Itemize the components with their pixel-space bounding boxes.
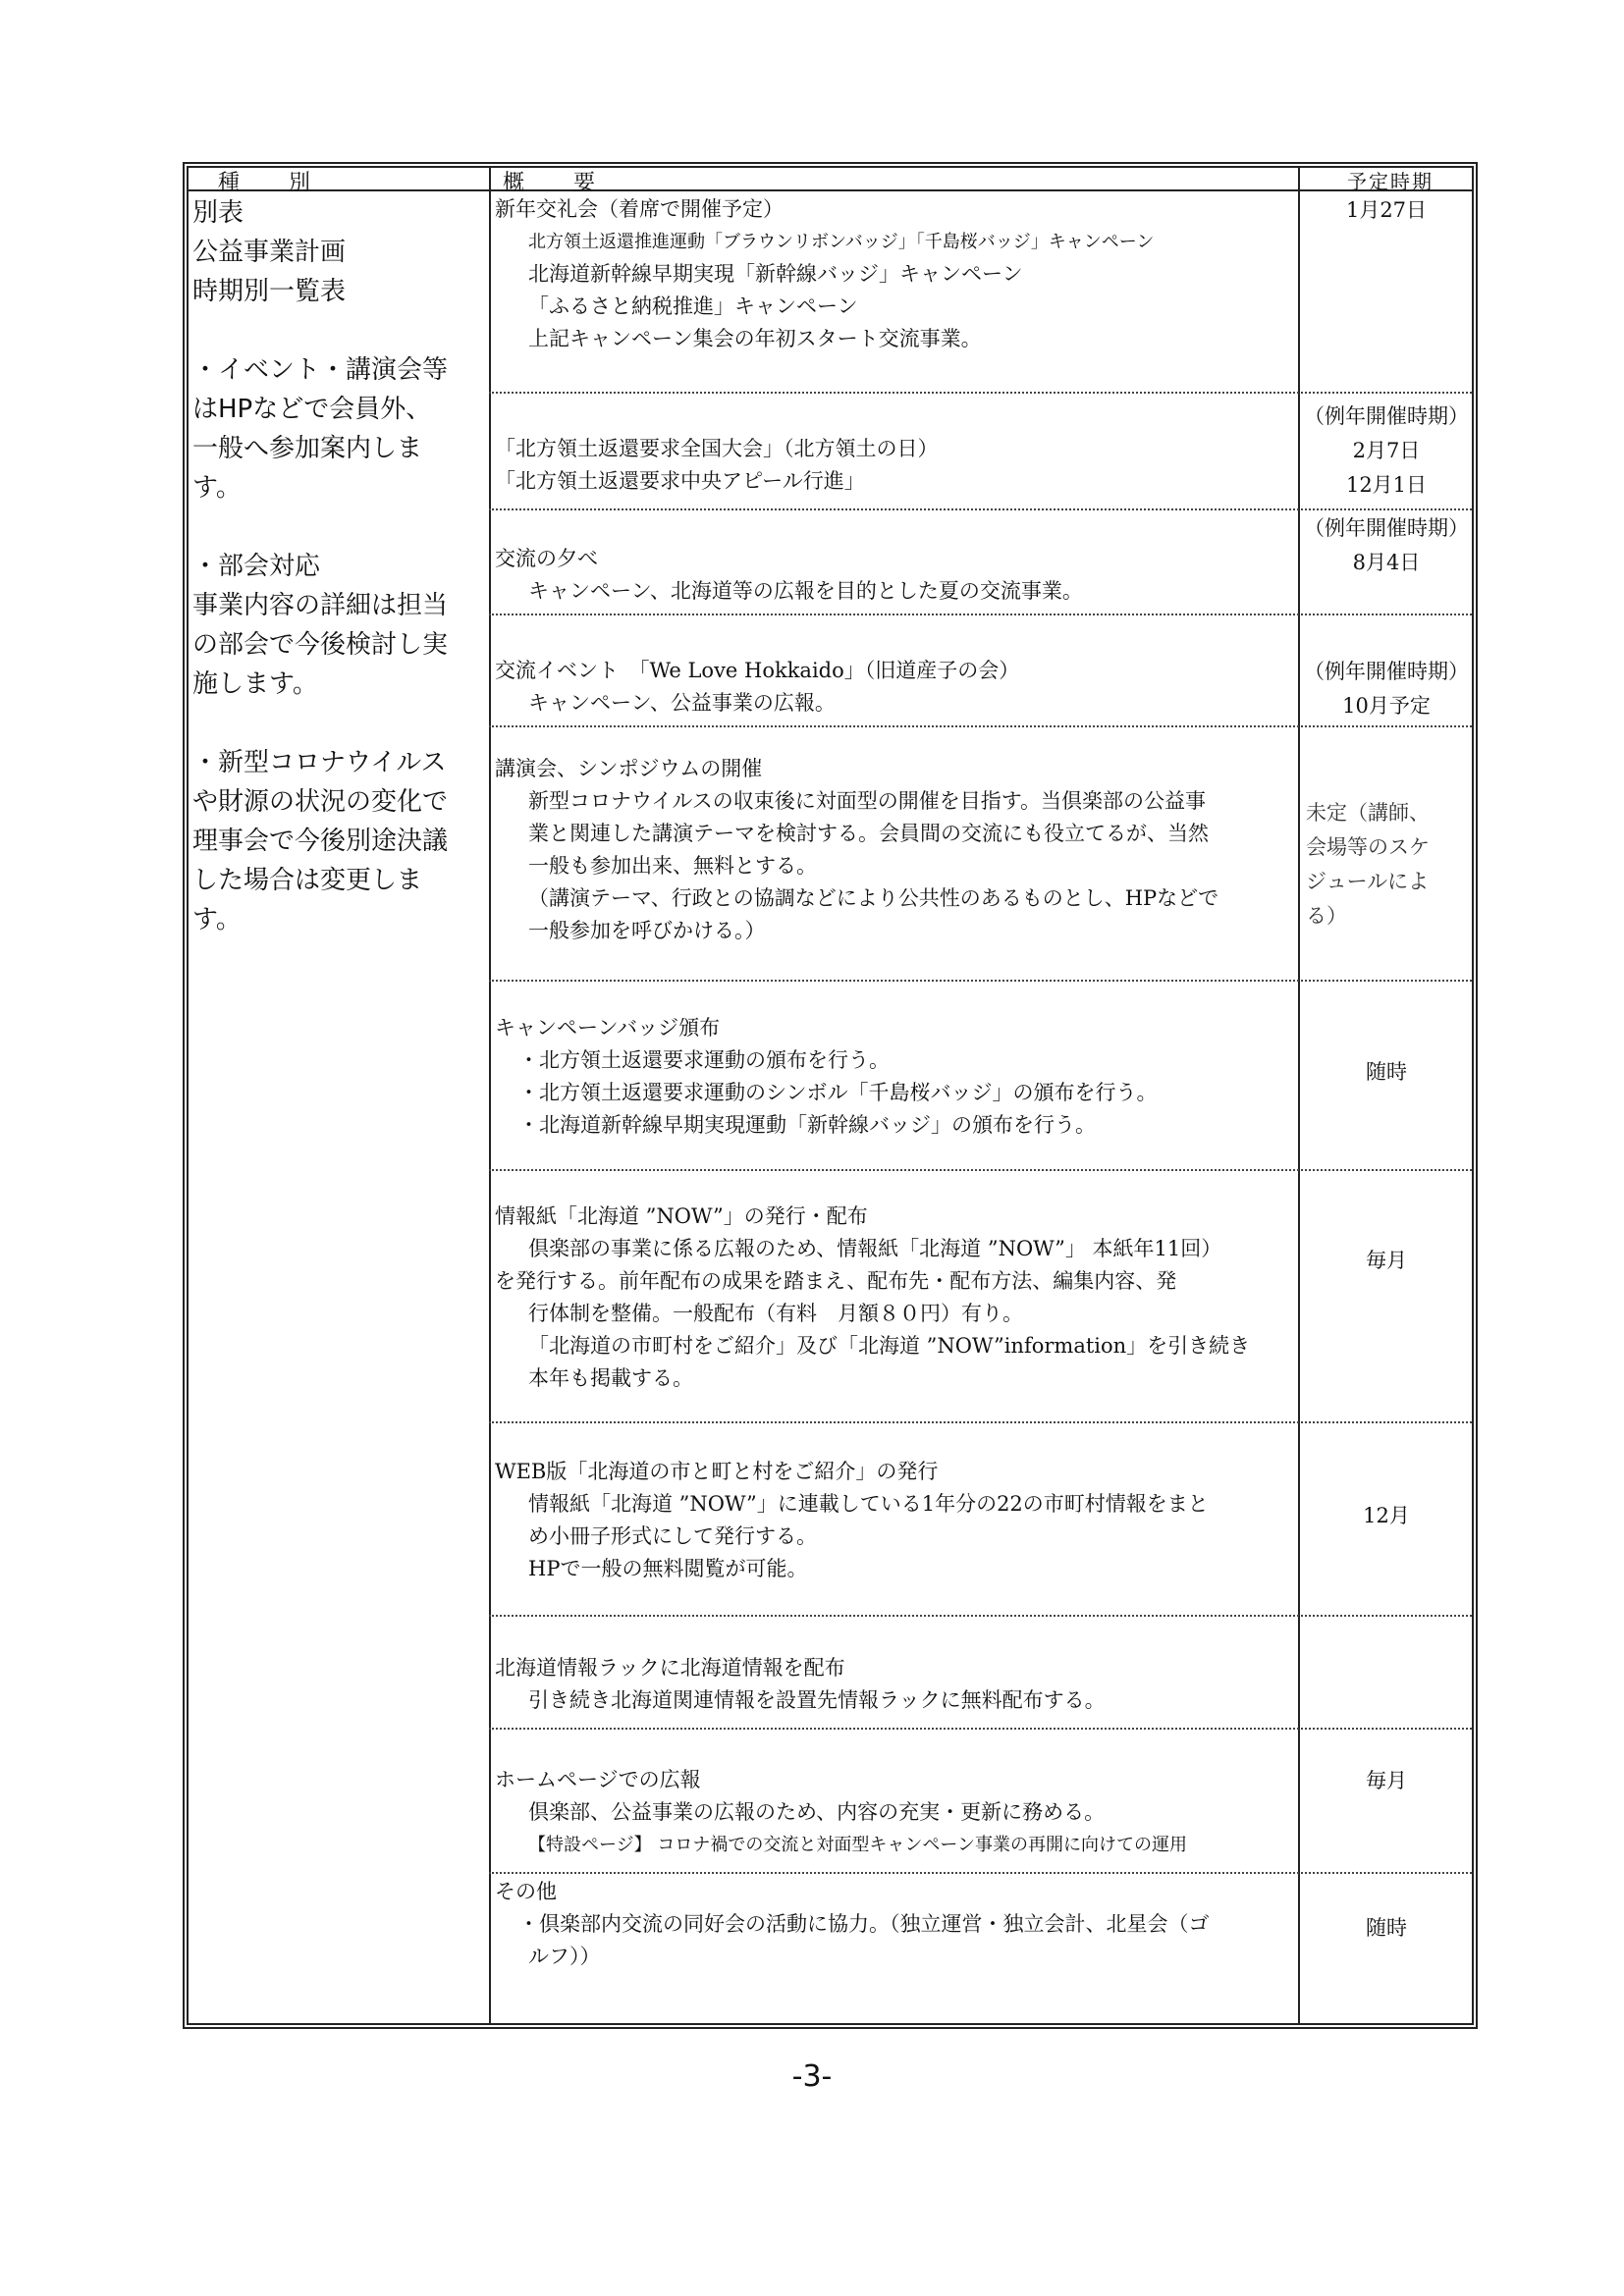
left-note2-4: 施します。 <box>192 669 318 699</box>
row-title: その他 <box>495 1880 557 1903</box>
row-line: ・北方領土返還要求運動の頒布を行う。 <box>518 1048 890 1072</box>
row-lecture <box>495 753 1290 947</box>
left-note1-2: はHPなどで会員外、 <box>192 395 432 424</box>
row-web-edition <box>495 1456 1290 1585</box>
schedule-text: 1月27日 <box>1345 198 1428 222</box>
row-line: 「ふるさと納税推進」キャンペーン <box>528 294 858 318</box>
row-title: ホームページでの広報 <box>495 1768 701 1791</box>
row-newsletter <box>495 1201 1290 1395</box>
row-badge-distribution <box>495 1012 1290 1142</box>
schedule-text: 未定（講師、 <box>1306 801 1430 825</box>
schedule-text: 8月4日 <box>1352 551 1421 574</box>
row-line: 北海道新幹線早期実現「新幹線バッジ」キャンペーン <box>528 262 1023 286</box>
left-note3-1: ・新型コロナウイルス <box>192 748 447 777</box>
row-divider <box>489 1615 1472 1617</box>
row-line: HPで一般の無料閲覧が可能。 <box>528 1557 808 1580</box>
row-line: 新型コロナウイルスの収束後に対面型の開催を目指す。当倶楽部の公益事 <box>528 789 1207 813</box>
row-divider <box>489 725 1472 727</box>
page-number: -3- <box>791 2059 833 2094</box>
schedule-text: 毎月 <box>1366 1769 1407 1792</box>
row-title: 交流イベント 「We Love Hokkaido」（旧道産子の会） <box>495 659 1020 682</box>
row-other <box>495 1876 1290 1973</box>
schedule-text: 随時 <box>1366 1916 1407 1940</box>
row-divider <box>489 1421 1472 1423</box>
col-divider-2 <box>1298 168 1300 2023</box>
plan-table <box>183 162 1478 2029</box>
left-title-3: 時期別一覧表 <box>192 277 347 306</box>
left-note2-2: 事業内容の詳細は担当 <box>192 591 449 620</box>
left-note3-5: す。 <box>192 905 242 934</box>
header-schedule: 予定時期 <box>1347 170 1434 193</box>
row-line: 一般も参加出来、無料とする。 <box>528 854 817 878</box>
left-note3-3: 理事会で今後別途決議 <box>192 827 449 856</box>
row-line: 上記キャンペーン集会の年初スタート交流事業。 <box>528 327 982 350</box>
header-type: 種 別 <box>218 171 313 195</box>
row-line: 業と関連した講演テーマを検討する。会員間の交流にも役立てるが、当然 <box>528 822 1209 845</box>
row-line: ルフ）） <box>528 1945 601 1968</box>
left-column <box>192 193 487 939</box>
row-title: キャンペーンバッジ頒布 <box>495 1016 721 1040</box>
row-schedule <box>1302 1244 1471 1278</box>
schedule-text: る） <box>1306 904 1347 928</box>
row-title: 交流の夕べ <box>495 547 598 570</box>
row-homepage <box>495 1764 1290 1861</box>
schedule-text: 12月 <box>1363 1504 1410 1527</box>
row-title: 情報紙「北海道 ”NOW”」の発行・配布 <box>495 1204 868 1228</box>
row-line: キャンペーン、公益事業の広報。 <box>528 691 836 715</box>
row-line: 倶楽部、公益事業の広報のため、内容の充実・更新に務める。 <box>528 1800 1106 1824</box>
schedule-text: （例年開催時期） <box>1304 404 1469 428</box>
row-schedule <box>1302 511 1471 580</box>
schedule-text: （例年開催時期） <box>1304 516 1469 540</box>
row-exchange-evening <box>495 543 1290 608</box>
row-line: 倶楽部の事業に係る広報のため、情報紙「北海道 ”NOW”」 本紙年11回） <box>528 1237 1222 1260</box>
row-line: 情報紙「北海道 ”NOW”」に連載している1年分の22の市町村情報をまと <box>528 1492 1209 1516</box>
row-line: 「北海道の市町村をご紹介」及び「北海道 ”NOW”information」を引き続き <box>528 1334 1251 1358</box>
schedule-text: 毎月 <box>1366 1249 1407 1272</box>
row-schedule <box>1302 655 1471 723</box>
left-note3-2: や財源の状況の変化で <box>192 787 449 817</box>
row-line: を発行する。前年配布の成果を踏まえ、配布先・配布方法、編集内容、発 <box>495 1269 1177 1293</box>
row-divider <box>489 392 1472 394</box>
row-line: 行体制を整備。一般配布（有料 月額８０円）有り。 <box>528 1302 1023 1325</box>
left-note3-4: した場合は変更しま <box>192 866 423 895</box>
row-line: 引き続き北海道関連情報を設置先情報ラックに無料配布する。 <box>528 1688 1106 1712</box>
schedule-text: （例年開催時期） <box>1304 660 1469 683</box>
header-summary: 概 要 <box>503 171 598 195</box>
row-schedule <box>1302 1911 1471 1946</box>
row-title: WEB版「北海道の市と町と村をご紹介」の発行 <box>495 1460 939 1483</box>
left-title-2: 公益事業計画 <box>192 238 347 267</box>
row-line: 一般参加を呼びかける。） <box>528 919 766 942</box>
row-line: キャンペーン、北海道等の広報を目的とした夏の交流事業。 <box>528 579 1083 603</box>
row-title: 新年交礼会（着席で開催予定） <box>495 197 784 221</box>
row-exchange-event <box>495 655 1290 720</box>
row-line: （講演テーマ、行政との協調などにより公共性のあるものとし、HPなどで <box>528 886 1219 910</box>
row-line: ・北方領土返還要求運動のシンボル「千島桜バッジ」の頒布を行う。 <box>518 1081 1158 1104</box>
row-title: 講演会、シンポジウムの開催 <box>495 757 763 780</box>
col-divider-1 <box>489 168 491 2023</box>
row-divider <box>489 1169 1472 1171</box>
schedule-text: 10月予定 <box>1342 694 1431 718</box>
row-title: 北海道情報ラックに北海道情報を配布 <box>495 1656 845 1680</box>
row-line: ・北海道新幹線早期実現運動「新幹線バッジ」の頒布を行う。 <box>518 1113 1096 1137</box>
table-header <box>189 168 1472 195</box>
row-schedule <box>1302 400 1471 503</box>
row-line: 【特設ページ】 コロナ禍での交流と対面型キャンペーン事業の再開に向けての運用 <box>528 1835 1187 1855</box>
row-schedule <box>1302 1764 1471 1798</box>
row-schedule <box>1302 1055 1471 1090</box>
row-line: め小冊子形式にして発行する。 <box>528 1524 817 1548</box>
left-note2-3: の部会で今後検討し実 <box>192 630 449 660</box>
row-line: 本年も掲載する。 <box>528 1366 693 1390</box>
row-divider <box>489 1872 1472 1874</box>
row-line: 北方領土返還推進運動「ブラウンリボンバッジ」「千島桜バッジ」キャンペーン <box>528 232 1155 252</box>
row-schedule <box>1306 796 1473 934</box>
schedule-text: 12月1日 <box>1345 473 1428 497</box>
row-divider <box>489 614 1472 615</box>
schedule-text: ジュールによ <box>1306 870 1430 893</box>
schedule-text: 2月7日 <box>1352 439 1421 462</box>
left-title-1: 別表 <box>192 198 244 228</box>
row-line: ・倶楽部内交流の同好会の活動に協力。（独立運営・独立会計、北星会（ゴ <box>518 1912 1210 1936</box>
left-note1-4: す。 <box>192 473 242 503</box>
left-note2-1: ・部会対応 <box>192 552 321 581</box>
schedule-text: 随時 <box>1366 1060 1407 1084</box>
row-northern-territories <box>495 433 1290 498</box>
left-note1-1: ・イベント・講演会等 <box>192 355 449 385</box>
row-line: 「北方領土返還要求全国大会」（北方領土の日） <box>495 437 939 460</box>
row-info-rack <box>495 1652 1290 1717</box>
left-note1-3: 一般へ参加案内しま <box>192 434 423 463</box>
row-new-year <box>495 193 1290 355</box>
row-divider <box>489 980 1472 982</box>
schedule-text: 会場等のスケ <box>1306 835 1430 859</box>
row-schedule <box>1302 1499 1471 1533</box>
row-line: 「北方領土返還要求中央アピール行進」 <box>495 469 865 493</box>
row-divider <box>489 508 1472 510</box>
row-schedule <box>1302 193 1471 228</box>
row-divider <box>489 1728 1472 1730</box>
